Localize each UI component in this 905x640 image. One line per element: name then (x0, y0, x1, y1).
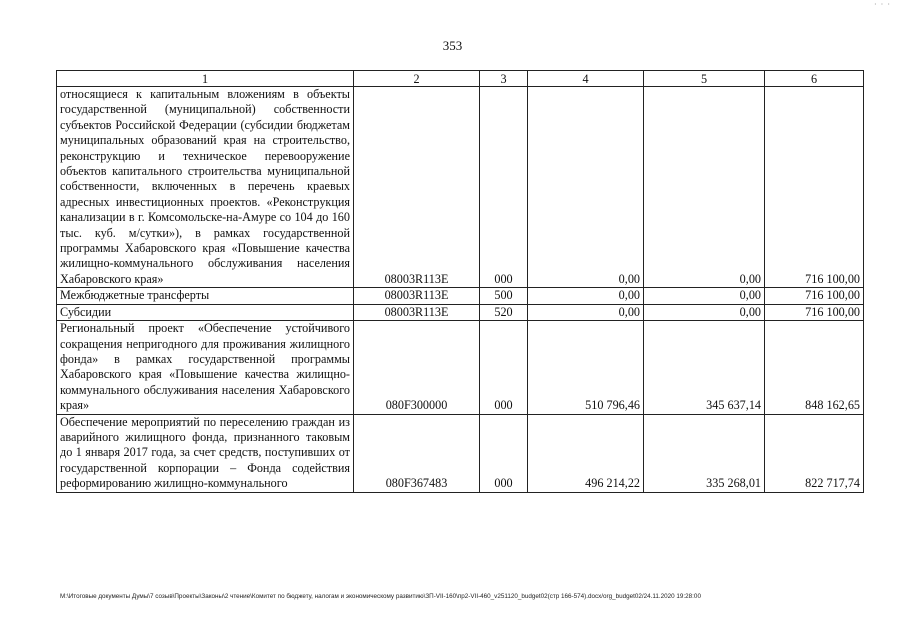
target-code: 080F300000 (354, 321, 480, 414)
expense-type: 000 (480, 87, 528, 288)
document-path-footer: M:\Итоговые документы Думы\7 созыв\Проекты\Законы\2 чтение\Комитет по бюджету, налогам и экономическому развитию\ЗП-VII-160\пр2-VII-460_v251120_budget02(стр 166-574).docx/org_budget02/24.11.2020 19:28:00 (60, 593, 701, 600)
amount-col5: 345 637,14 (644, 321, 765, 414)
amount-col5: 0,00 (644, 87, 765, 288)
amount-col6: 822 717,74 (765, 414, 864, 492)
column-header-6: 6 (765, 71, 864, 87)
page-number: 353 (442, 38, 463, 53)
amount-col5: 0,00 (644, 304, 765, 320)
amount-col4: 0,00 (528, 87, 644, 288)
row-description: относящиеся к капитальным вложениям в объекты государственной (муниципальной) собственности субъектов Российской Федерации (субсидии бюджетам муниципальных образований края на строительство, реконструкцию и техническое перевооружение объектов капитального строительства муниципальной собственности, включенных в перечень краевых адресных инвестиционных проектов. «Реконструкция канализации в г. Комсомольске-на-Амуре со 104 до 160 тыс. куб. м/сутки»), в рамках государственной программы Хабаровского края «Повышение качества жилищно-коммунального обслуживания населения Хабаровского края» (57, 87, 354, 288)
row-description: Обеспечение мероприятий по переселению граждан из аварийного жилищного фонда, признанного таковым до 1 января 2017 года, за счет средств, поступивших от государственной корпорации – Фонда содействия реформированию жилищно-коммунального (57, 414, 354, 492)
column-header-3: 3 (480, 71, 528, 87)
row-description: Региональный проект «Обеспечение устойчивого сокращения непригодного для проживания жилищного фонда» в рамках государственной программы Хабаровского края «Повышение качества жилищно-коммунального обслуживания населения Хабаровского края» (57, 321, 354, 414)
header-row (57, 71, 864, 87)
amount-col4: 510 796,46 (528, 321, 644, 414)
row-description: Межбюджетные трансферты (57, 288, 354, 304)
budget-table (56, 70, 864, 493)
expense-type: 520 (480, 304, 528, 320)
target-code: 08003R113E (354, 288, 480, 304)
amount-col5: 335 268,01 (644, 414, 765, 492)
column-header-4: 4 (528, 71, 644, 87)
table-row (57, 288, 864, 304)
table-row (57, 321, 864, 414)
amount-col5: 0,00 (644, 288, 765, 304)
amount-col4: 0,00 (528, 288, 644, 304)
column-header-2: 2 (354, 71, 480, 87)
amount-col4: 496 214,22 (528, 414, 644, 492)
amount-col6: 716 100,00 (765, 87, 864, 288)
column-header-1: 1 (57, 71, 354, 87)
target-code: 08003R113E (354, 304, 480, 320)
expense-type: 500 (480, 288, 528, 304)
table-row (57, 87, 864, 288)
amount-col6: 716 100,00 (765, 288, 864, 304)
corner-mark: · · · (874, 0, 891, 9)
amount-col6: 848 162,65 (765, 321, 864, 414)
target-code: 08003R113E (354, 87, 480, 288)
amount-col4: 0,00 (528, 304, 644, 320)
target-code: 080F367483 (354, 414, 480, 492)
row-description: Субсидии (57, 304, 354, 320)
table-row (57, 304, 864, 320)
expense-type: 000 (480, 321, 528, 414)
amount-col6: 716 100,00 (765, 304, 864, 320)
table-row (57, 414, 864, 492)
expense-type: 000 (480, 414, 528, 492)
column-header-5: 5 (644, 71, 765, 87)
